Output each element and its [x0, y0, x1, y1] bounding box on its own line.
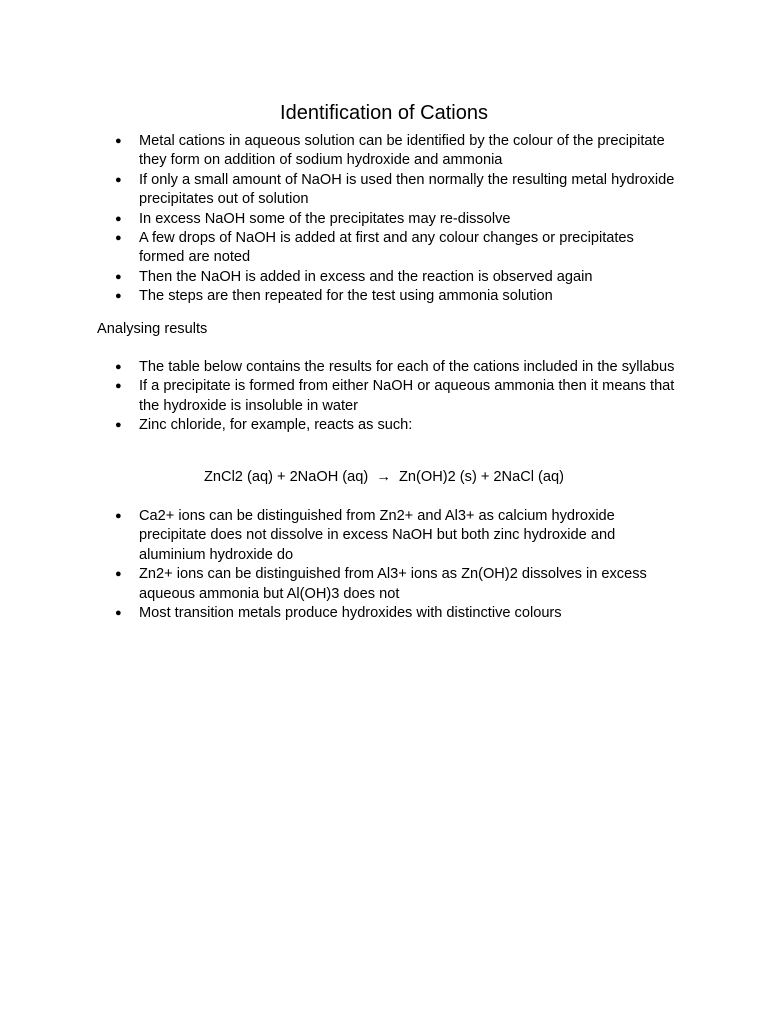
- list-item: ● The table below contains the results for each of the cations included in the syllabus: [139, 358, 679, 377]
- chemical-equation: [0, 468, 768, 487]
- list-item: ● Zn2+ ions can be distinguished from Al3+ ions as Zn(OH)2 dissolves in excess aqueous ammonia but Al(OH)3 does not: [139, 565, 679, 604]
- list-item: ● If a precipitate is formed from either NaOH or aqueous ammonia then it means that the hydroxide is insoluble in water: [139, 377, 679, 416]
- section-heading-analysing-results: Analysing results: [97, 321, 208, 337]
- equation-products: Zn(OH)2 (s) + 2NaCl (aq): [398, 469, 564, 485]
- equation-reactants: ZnCl2 (aq) + 2NaOH (aq): [204, 469, 369, 485]
- list-item: ● The steps are then repeated for the test using ammonia solution: [139, 287, 679, 306]
- list-item: ● Then the NaOH is added in excess and the reaction is observed again: [139, 268, 679, 287]
- intro-bullet-list: [139, 132, 679, 307]
- list-item: ● Metal cations in aqueous solution can be identified by the colour of the precipitate they form on addition of sodium hydroxide and ammonia: [139, 132, 679, 171]
- list-item: ● If only a small amount of NaOH is used then normally the resulting metal hydroxide precipitates out of solution: [139, 171, 679, 210]
- list-item: ● A few drops of NaOH is added at first and any colour changes or precipitates formed are noted: [139, 229, 679, 268]
- page-title: Identification of Cations: [280, 102, 488, 125]
- distinguish-bullet-list: [139, 507, 679, 623]
- list-item: ● Most transition metals produce hydroxides with distinctive colours: [139, 604, 679, 623]
- list-item: ● In excess NaOH some of the precipitates may re-dissolve: [139, 210, 679, 229]
- list-item: ● Zinc chloride, for example, reacts as such:: [139, 416, 679, 435]
- analysis-bullet-list: [139, 358, 679, 436]
- equation-arrow-icon: →: [376, 469, 391, 485]
- list-item: ● Ca2+ ions can be distinguished from Zn2+ and Al3+ as calcium hydroxide precipitate does not dissolve in excess NaOH but both zinc hydroxide and aluminium hydroxide do: [139, 507, 679, 565]
